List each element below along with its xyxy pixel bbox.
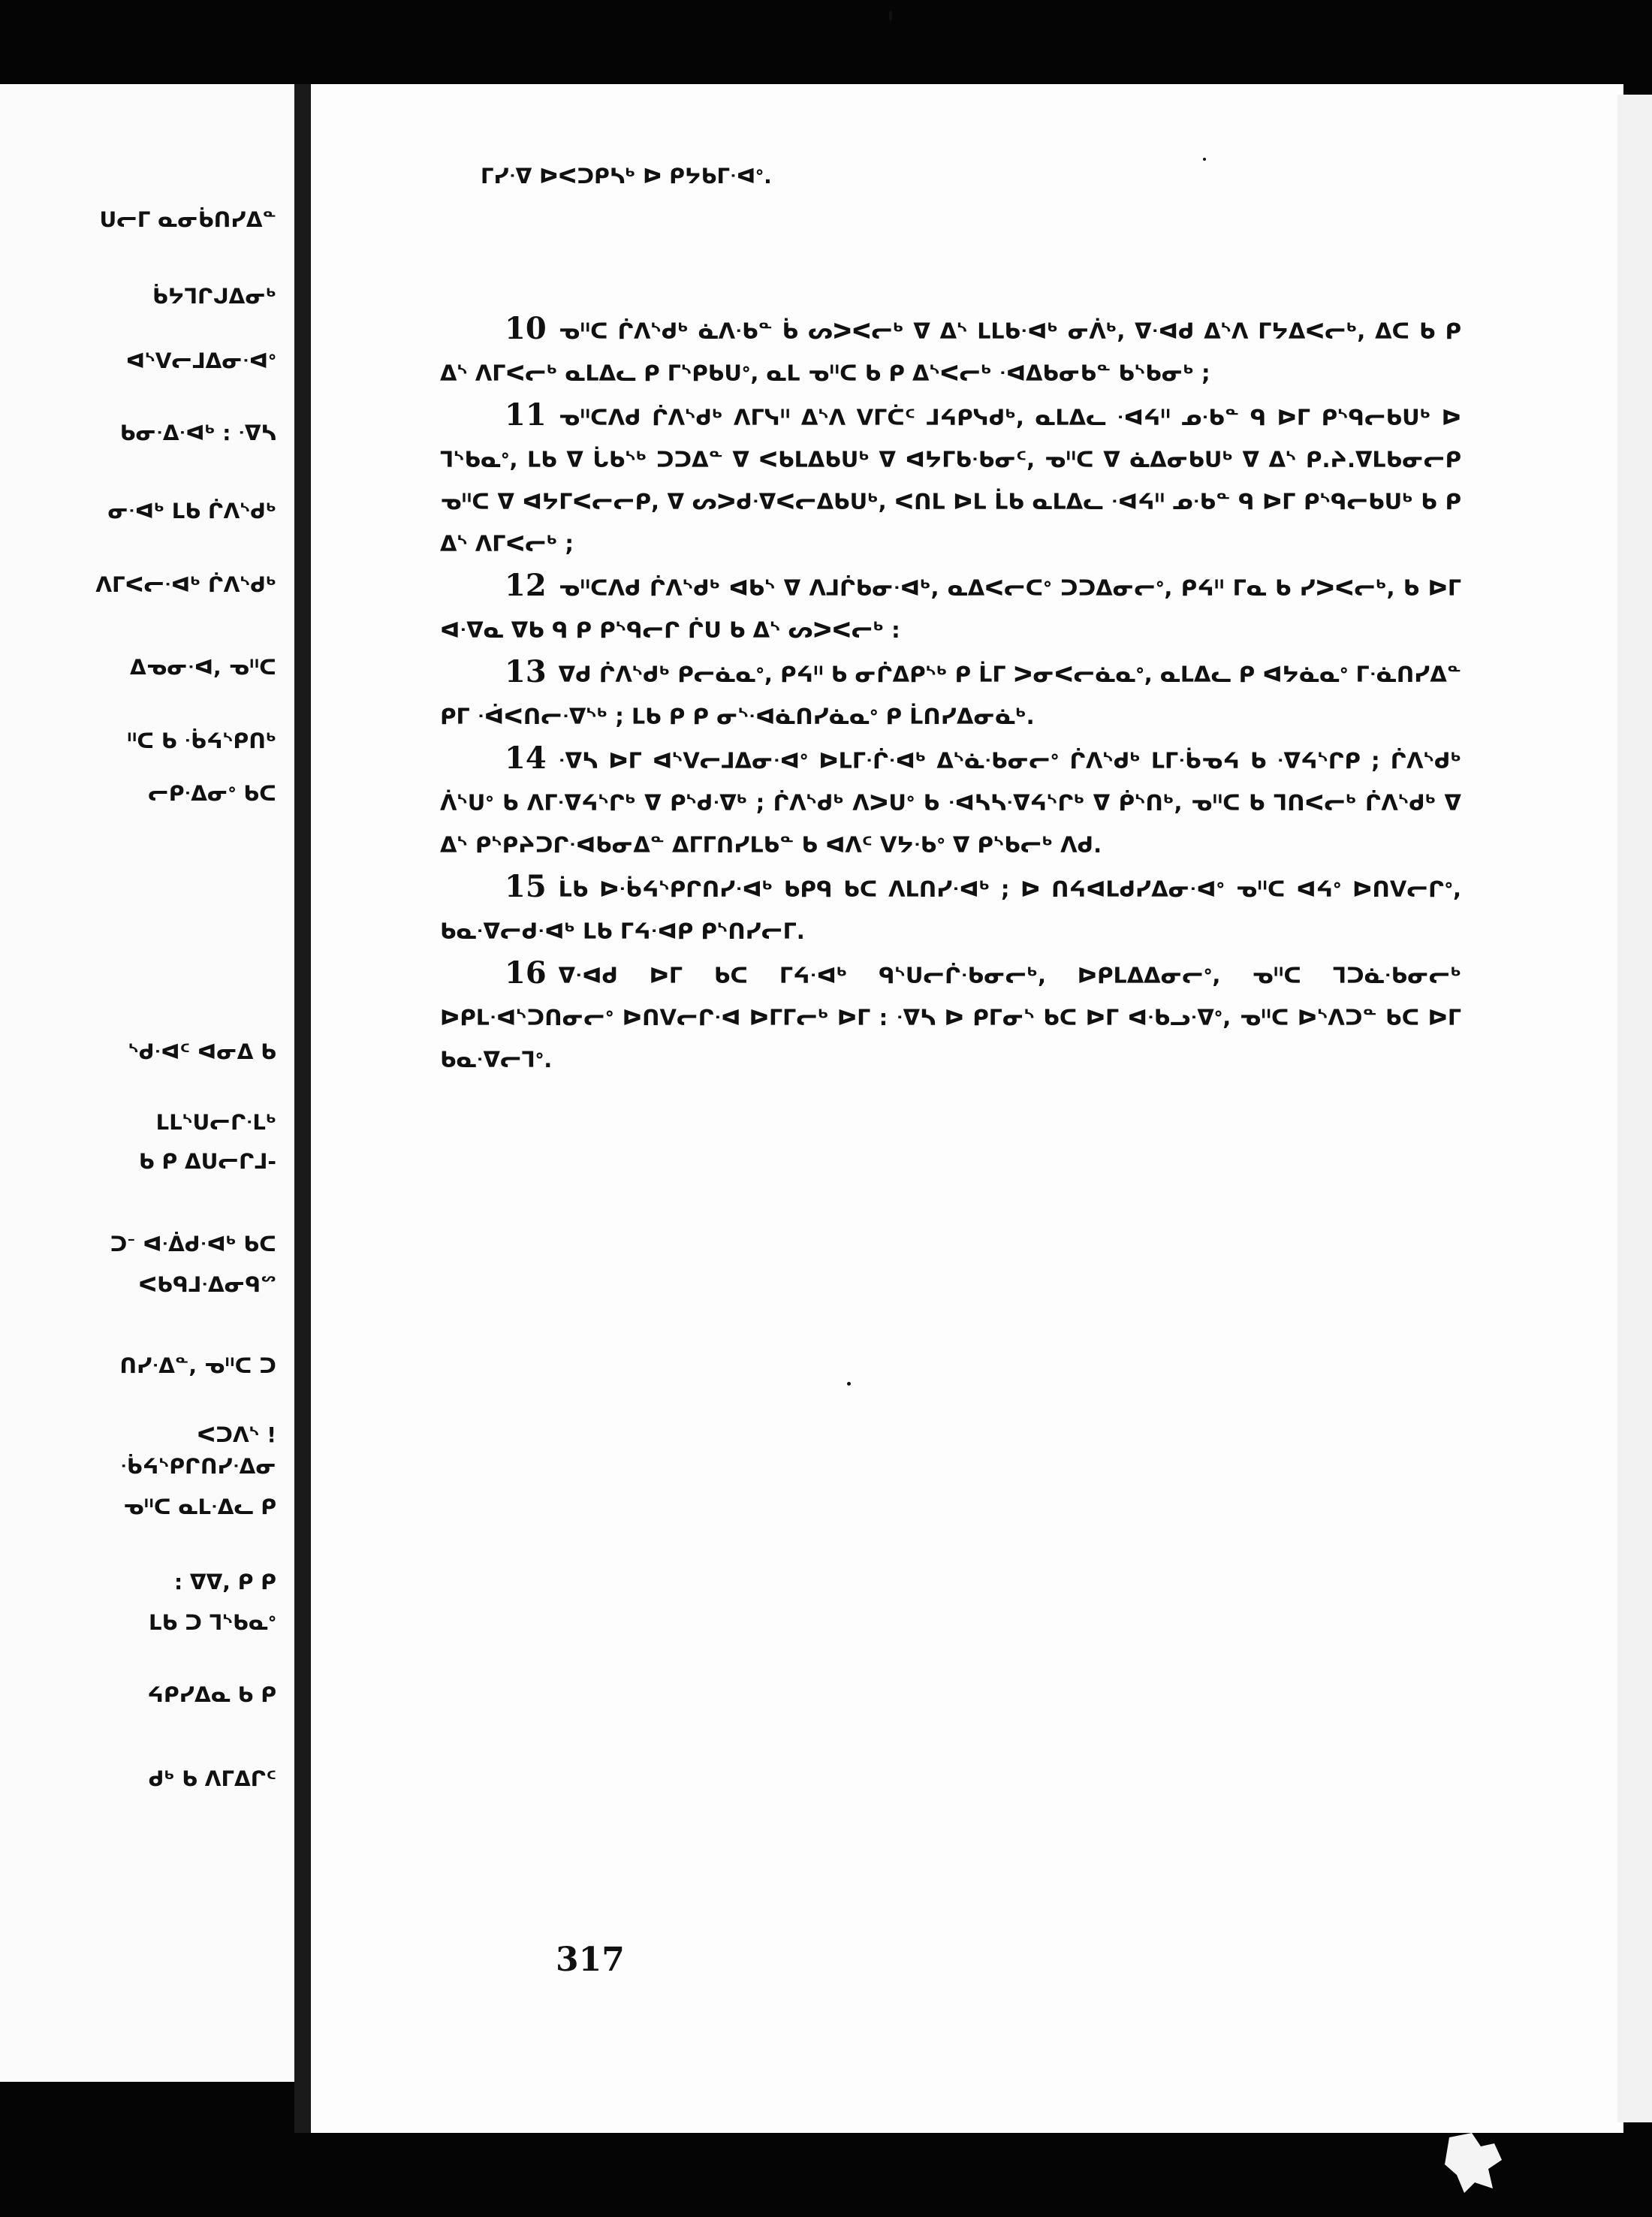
verse [440,737,1461,866]
verse [440,565,1461,651]
left-page-line: ᔅᑯᐧᐊᑦ ᐊᓂᐃ ᑲ [128,1039,276,1064]
verse-block [440,308,1461,1081]
verse [440,952,1461,1081]
verse-text: ᐧᐁᓴ ᐅᒥ ᐊᔅᐯᓕᒧᐃᓂᐧᐊᐤ ᐅᒪᒥᐧᒌᐧᐊᒃ ᐃᔅᓈᐧᑲᓂᓕᐤ ᒌᐱᔅᑯᒃ ᒪᒥᐧᑳᓀᔦ ᑲ ᐧᐁᔦᔅᒋᑭ ; ᒌᐱᔅᑯᒃ ᐲᔅᑌᐤ ᑲ ᐱᒥᐧᐁᔦᔅᒋᒃ ᐁ ᑭᔅᑯᐧᐁᒃ ; ᒌᐱᔅᑯᒃ ᐱᐳᑌᐤ ᑲ ᐧᐊᓴᓴᐧᐁᔦᔅᒋᒃ ᐁ ᑮᔅᑎᒃ, ᓀᐦᑕ ᑲ ᒣᑎᐸᓕᒃ ᒌᐱᔅᑯᒃ ᐁ ᐃᔅ ᑭᔅᑭᔨᑐᒋᐧᐊᑲᓂᐃᓐ ᐃᒥᒥᑎᓯᒪᑲᓐ ᑲ ᐊᐱᑦ ᐯᔭᐧᑲᐤ ᐁ ᑭᔅᑲᓕᒃ ᐱᑯ. [440,748,1461,858]
left-page-line: ᐸᑲᑫᒧᐧᐃᓂᑫᔥ [138,1272,276,1297]
left-page-line: ᑲᓂᐧᐃᐧᐊᒃ : ᐧᐁᓴ [119,421,276,445]
left-page-line: ᑐᐨ ᐊᐧᐄᑯᐧᐊᒃ ᑲᑕ [110,1232,276,1256]
verse [440,394,1461,565]
verse-number: 14 [505,741,547,776]
verse-number: 10 [505,311,547,346]
verse-text: ᐁᑯ ᒌᐱᔅᑯᒃ ᑭᓕᓈᓇᐤ, ᑭᔦᐦ ᑲ ᓂᒌᐃᑭᔅᒃ ᑭ ᒫᒥ ᐳᓂᐸᓕᓈᓇᐤ, ᓇᒪᐃᓚ ᑭ ᐊᔭᓈᓇᐤ ᒥᐧᓈᑎᓯᐃᓐ ᑭᒥ ᐧᐋᐸᑎᓕᐧᐁᔅᒃ ; ᒪᑲ ᑭ ᑭ ᓂᔅᐧᐊᓈᑎᓯᓈᓇᐤ ᑭ ᒫᑎᓯᐃᓂᓈᒃ. [440,662,1461,729]
verse-number: 12 [505,568,547,603]
left-page-line: ᑲ ᑭ ᐃᑌᓕᒋᒧ- [138,1149,276,1174]
left-page-line: ᑌᓕᒥ ᓇᓂᑳᑎᓯᐃᓐ [99,207,276,232]
left-page [0,84,312,2082]
left-page-line: ᑳᔭᒣᒋᒍᐃᓂᒃ [152,284,276,309]
verse-text: ᒫᑲ ᐅᐧᑳᔦᔅᑭᒋᑎᓯᐧᐊᒃ ᑲᑭᑫ ᑲᑕ ᐱᒪᑎᓯᐧᐊᒃ ; ᐅ ᑎᔦᐊᒪᑯᓯᐃᓂᐧᐊᐤ ᓀᐦᑕ ᐊᔦᐤ ᐅᑎᐯᓕᒋᐤ, ᑲᓇᐧᐁᓕᑯᐧᐊᒃ ᒪᑲ ᒥᔦᐧᐊᑭ ᑭᔅᑎᓯᓕᒥ. [440,876,1461,944]
left-page-line: ᐱᒥᐸᓕᐧᐊᒃ ᒌᐱᔅᑯᒃ [95,572,276,597]
verse-text: ᓀᐦᑕᐱᑯ ᒌᐱᔅᑯᒃ ᐊᑲᔅ ᐁ ᐱᒧᒌᑲᓂᐧᐊᒃ, ᓇᐃᐸᓕᑕᐤ ᑐᑐᐃᓂᓕᐤ, ᑭᔦᐦ ᒥᓇ ᑲ ᓯᐳᐸᓕᒃ, ᑲ ᐅᒥ ᐊᐧᐁᓇ ᐁᑲ ᑫ ᑭ ᑭᔅᑫᓕᒋ ᒌᑌ ᑲ ᐃᔅ ᔕᐳᐸᓕᒃ : [440,575,1461,643]
left-page-line: ᑯᒃ ᑲ ᐱᒥᐃᒋᑦ [148,1766,276,1791]
scan-speck [1203,158,1206,161]
left-page-line: ᑎᓯᐧᐃᓐ, ᓀᐦᑕ ᑐ [119,1353,276,1378]
verse-number: 16 [505,955,547,991]
left-page-line: ᓕᑭᐧᐃᓂᐤ ᑲᑕ [148,781,276,806]
running-head: ᒥᓯᐧᐁ ᐅᐸᑐᑭᓴᒃ ᐅ ᑭᔭᑲᒥᐧᐊᐤ. [481,164,772,189]
scan-speck [847,1382,851,1386]
left-page-line: : ᐁᐁ, ᑭ ᑭ [173,1570,276,1594]
left-page-line: ᐧᑳᔦᔅᑭᒋᑎᓯᐧᐃᓂ [120,1454,276,1479]
left-page-line: ᓂᐧᐊᒃ ᒪᑲ ᒌᐱᔅᑯᒃ [107,499,276,523]
verse-text: ᓀᐦᑕᐱᑯ ᒌᐱᔅᑯᒃ ᐱᒥᓭᐦ ᐃᔅᐱ ᐯᒥᑖᑦ ᒧᔦᑭᓭᑯᒃ, ᓇᒪᐃᓚ ᐧᐊᔦᐦ ᓄᐧᑲᓐ ᑫ ᐅᒥ ᑭᔅᑫᓕᑲᑌᒃ ᐅ ᒣᔅᑲᓇᐤ, ᒪᑲ ᐁ ᒑᑲᔅᒃ ᑐᑐᐃᓐ ᐁ ᐸᑲᒪᐃᑲᑌᒃ ᐁ ᐊᔭᒥᑲᐧᑲᓂᑦ, ᓀᐦᑕ ᐁ ᓈᐃᓂᑲᑌᒃ ᐁ ᐃᔅ ᑭ.ᔨ.ᐁᒪᑲᓂᓕᑭ ᓀᐦᑕ ᐁ ᐊᔭᒥᐸᓕᓕᑭ, ᐁ ᔕᐳᑯᐧᐁᐸᓕᐃᑲᑌᒃ, ᐸᑎᒪ ᐅᒪ ᒫᑲ ᓇᒪᐃᓚ ᐧᐊᔦᐦ ᓄᐧᑲᓐ ᑫ ᐅᒥ ᑭᔅᑫᓕᑲᑌᒃ ᑲ ᑭ ᐃᔅ ᐱᒥᐸᓕᒃ ; [440,405,1461,557]
verse-number: 13 [505,654,547,689]
scan-corner-debris [1442,2130,1509,2197]
left-page-line: ᒪᑲ ᑐ ᒣᔅᑲᓇᐤ [149,1610,276,1635]
verse-number: 15 [505,869,547,904]
left-page-line: ᐦᑕ ᑲ ᐧᑳᔦᔅᑭᑎᒃ [127,728,276,753]
left-page-line: ᒪᒪᔅᑌᓕᒋᐧᒪᒃ [155,1110,276,1135]
verse [440,866,1461,952]
verse-text: ᓀᐦᑕ ᒌᐱᔅᑯᒃ ᓈᐱᐧᑲᓐ ᑳ ᔕᐳᐸᓕᒃ ᐁ ᐃᔅ ᒪᒪᑲᐧᐊᒃ ᓂᐲᒃ, ᐁᐧᐊᑯ ᐃᔅᐱ ᒥᔭᐃᐸᓕᒃ, ᐃᑕ ᑲ ᑭ ᐃᔅ ᐱᒥᐸᓕᒃ ᓇᒪᐃᓚ ᑭ ᒥᔅᑭᑲᑌᐤ, ᓇᒪ ᓀᐦᑕ ᑲ ᑭ ᐃᔅᐸᓕᒃ ᐧᐊᐃᑲᓂᑲᓐ ᑲᔅᑲᓂᒃ ; [440,318,1461,386]
left-page-line: ᐊᔅᐯᓕᒧᐃᓂᐧᐊᐤ [125,348,276,373]
right-page-edge [1617,95,1652,2122]
verse-number: 11 [505,397,547,433]
left-page-line: ᐸᑐᐱᔅ ! [197,1422,276,1447]
page-number: 317 [556,1941,625,1979]
left-page-line: ᔦᑭᓯᐃᓇ ᑲ ᑭ [147,1682,276,1707]
verse [440,651,1461,737]
verse [440,308,1461,394]
left-page-line: ᓀᐦᑕ ᓇᒪᐧᐃᓚ ᑭ [123,1495,276,1519]
verse-text: ᐁᐧᐊᑯ ᐅᒥ ᑲᑕ ᒥᔦᐧᐊᒃ ᑫᔅᑌᓕᒌᐧᑲᓂᓕᒃ, ᐅᑭᒪᐃᐃᓂᓕᐤ, ᓀᐦᑕ ᒣᑐᓈᐧᑲᓂᓕᒃ ᐅᑭᒪᐧᐊᔅᑐᑎᓂᓕᐤ ᐅᑎᐯᓕᒋᐧᐊ ᐅᒥᒥᓕᒃ ᐅᒥ : ᐧᐁᓴ ᐅ ᑭᒥᓂᔅ ᑲᑕ ᐅᒥ ᐊᐧᑲᓗᐧᐁᐤ, ᓀᐦᑕ ᐅᔅᐱᑐᓐ ᑲᑕ ᐅᒥ ᑲᓇᐧᐁᓕᒣᐤ. [440,963,1461,1072]
left-page-line: ᐃᓀᓂᐧᐊ, ᓀᐦᑕ [129,655,276,680]
scan-speck [889,11,892,21]
